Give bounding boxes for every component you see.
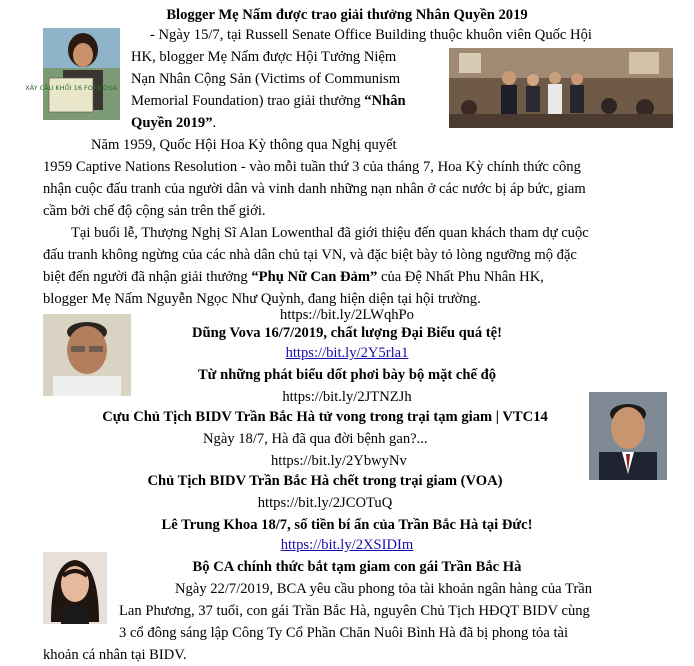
item4-link[interactable]: https://bit.ly/2YbwyNv [271,453,407,469]
item3-link[interactable]: https://bit.ly/2JTNZJh [282,389,412,405]
article1-p2-line1: Năm 1959, Quốc Hội Hoa Kỳ thông qua Nghị quyết [91,137,397,153]
item2-link[interactable]: https://bit.ly/2Y5rla1 [285,345,409,361]
article1-title: Blogger Mẹ Nấm được trao giải thưởng Nhân Quyền 2019 [166,7,528,23]
article1-p2-line3: nhận cuộc đấu tranh của người dân và vinh danh những nạn nhân ở các nước bị áp bức, giam [43,181,586,197]
item2-title: Dũng Vova 16/7/2019, chất lượng Đại Biểu quá tệ! [192,325,502,341]
photo-award-ceremony-image [449,48,673,128]
article1-link[interactable]: https://bit.ly/2LWqhPo [280,307,414,323]
article1-p2-line2: 1959 Captive Nations Resolution - vào mỗi tuần thứ 3 của tháng 7, Hoa Kỳ chính thức công [43,159,581,175]
article1-p1-line5-tail: . [212,115,217,131]
sign-text: XÂY CẦU KHỐI 16 FORMOSA [25,84,117,92]
item6-title: Lê Trung Khoa 18/7, số tiền bí ẩn của Trần Bắc Hà tại Đức! [161,517,533,533]
item4-title: Cựu Chủ Tịch BIDV Trần Bắc Hà tử vong trong trại tạm giam | VTC14 [102,409,548,425]
article1-p3-line3 [43,266,544,288]
award-name-part2: Quyền 2019” [131,115,213,131]
photo-me-nam-image [25,28,120,120]
article1-p3-line3-a: biệt đến người đã nhận giải thưởng [43,269,252,285]
article7-line2: Lan Phương, 37 tuổi, con gái Trần Bắc Hà, nguyên Chủ Tịch HĐQT BIDV cùng [119,603,590,619]
photo-me-nam [25,28,120,120]
article7-line1: Ngày 22/7/2019, BCA yêu cầu phong tỏa tài khoản ngân hàng của Trần [175,581,593,597]
article1-p3-line1: Tại buổi lễ, Thượng Nghị Sĩ Alan Lowenthal đã giới thiệu đến quan khách tham dự cuộc [71,225,589,241]
item6-link[interactable]: https://bit.ly/2XSIDIm [280,537,414,553]
article7-title: Bộ CA chính thức bắt tạm giam con gái Trần Bắc Hà [192,559,522,575]
photo-tran-bac-ha [589,392,667,480]
award-name-part1: “Nhân [364,93,406,109]
article1-p1-line4-text: Memorial Foundation) trao giải thưởng [131,93,365,109]
item5-title: Chủ Tịch BIDV Trần Bắc Hà chết trong trại giam (VOA) [147,473,503,489]
photo-tran-bac-ha-image [589,392,667,480]
article7-line4: khoản cá nhân tại BIDV. [43,647,187,663]
award-brave-women: “Phụ Nữ Can Đảm” [251,269,378,285]
photo-award-ceremony [449,48,673,128]
article1-p2-line4: cầm bởi chế độ cộng sản trên thế giới. [43,203,266,219]
article1-p1-line3: Nạn Nhân Cộng Sản (Victims of Communism [131,71,401,87]
article1-p1-line2: HK, blogger Mẹ Nấm được Hội Tưởng Niệm [131,49,397,65]
article1-p1-line4 [131,90,406,112]
article1-p1-line1: - Ngày 15/7, tại Russell Senate Office Building thuộc khuôn viên Quốc Hội [150,27,592,43]
article1-p3-line2: đấu tranh không ngừng của các nhà dân chủ tại VN, và đặc biệt bày tỏ lòng ngưỡng mộ đặc [43,247,577,263]
item5-link[interactable]: https://bit.ly/2JCOTuQ [257,495,393,511]
article7-line3: 3 cổ đông sáng lập Công Ty Cổ Phần Chăn Nuôi Bình Hà đã bị phong tỏa tài [119,625,569,641]
item4-text: Ngày 18/7, Hà đã qua đời bệnh gan?... [203,431,428,447]
item3-title: Từ những phát biểu dốt phơi bày bộ mặt chế độ [197,367,497,383]
article1-p1-line5 [131,112,216,134]
article1-p3-line3-b: của Đệ Nhất Phu Nhân HK, [377,269,544,285]
article1-p3-line4: blogger Mẹ Nấm Nguyễn Ngọc Như Quỳnh, đang hiện diện tại hội trường. [43,291,481,307]
